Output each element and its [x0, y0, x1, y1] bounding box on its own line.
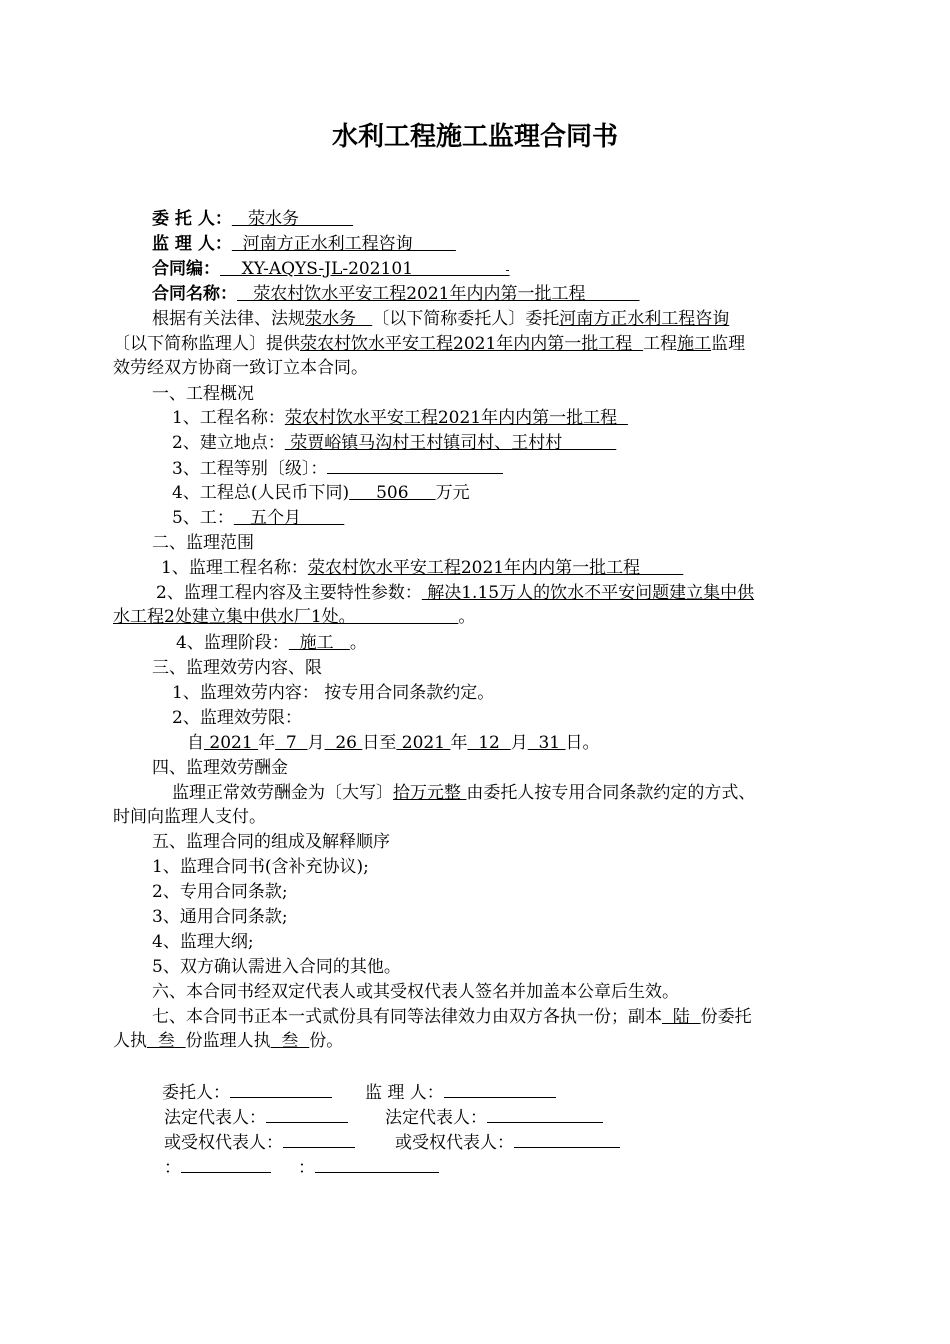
copies-text: 七、本合同书正本一式贰份具有同等法律效力由双方各执一份；副本	[152, 1007, 662, 1027]
intro-text: 〔以下简称委托人〕委托	[372, 309, 560, 329]
service-content-line: 1、监理效劳内容： 按专用合同条款约定。	[172, 683, 495, 703]
contract-no-label: 合同编：	[152, 259, 220, 279]
sign-extra-supervisor	[298, 1156, 439, 1179]
date-text: 自	[187, 733, 204, 753]
supervisor-label: 监 理 人：	[152, 234, 232, 254]
intro-line-1	[152, 308, 729, 330]
supervision-content-label: 2、监理工程内容及主要特性参数：	[156, 583, 422, 603]
sign-supervisor	[365, 1081, 556, 1104]
sign-blank	[487, 1106, 603, 1123]
sign-blank	[283, 1131, 355, 1148]
period-value: 五个月	[233, 508, 345, 528]
list-item: 3、通用合同条款;	[152, 907, 288, 927]
project-name-label: 1、工程名称：	[172, 408, 285, 428]
sign-label: 法定代表人：	[385, 1108, 487, 1128]
project-name-value: 荥农村饮水平安工程2021年内内第一批工程	[284, 408, 628, 428]
contract-name-line	[152, 283, 640, 305]
intro-line-3: 效劳经双方协商一致订立本合同。	[113, 358, 368, 378]
sign-blank	[266, 1106, 348, 1123]
intro-project: 荥农村饮水平安工程2021年内内第一批工程	[300, 334, 644, 354]
site-line	[172, 432, 616, 454]
fee-text: 监理正常效劳酬金为〔大写〕	[172, 783, 393, 803]
supervisor-line	[152, 233, 456, 255]
section-7-line-2	[113, 1030, 343, 1052]
intro-text: 工程	[643, 334, 678, 354]
date-text: 年	[450, 733, 468, 753]
section-2-heading: 二、监理范围	[152, 533, 254, 553]
copies-text: 份委托	[700, 1007, 752, 1027]
sign-label: 或受权代表人：	[164, 1133, 283, 1153]
end-day: 31	[527, 733, 566, 753]
section-4-heading: 四、监理效劳酬金	[152, 758, 288, 778]
stage-line	[176, 632, 367, 654]
client-line	[152, 208, 353, 230]
sign-label: 委托人：	[162, 1083, 230, 1103]
stage-value: 施工	[288, 633, 350, 653]
intro-text: 监理	[711, 334, 746, 354]
sign-auth-supervisor	[395, 1131, 620, 1154]
client-label: 委 托 人：	[152, 209, 232, 229]
grade-blank	[327, 457, 503, 474]
copies-text: 份。	[309, 1031, 344, 1051]
date-text: 日。	[565, 733, 600, 753]
list-item: 5、双方确认需进入合同的其他。	[152, 957, 401, 977]
client-copies-count: 叁	[147, 1031, 186, 1051]
copies-count: 陆	[662, 1007, 701, 1027]
sign-legal-supervisor	[385, 1106, 603, 1129]
sign-blank	[444, 1081, 556, 1098]
intro-client: 荥水务	[305, 309, 373, 329]
punctuation: 。	[458, 607, 476, 627]
supervisor-value: 河南方正水利工程咨询	[231, 234, 456, 254]
site-label: 2、建立地点：	[172, 433, 285, 453]
sign-extra-client	[164, 1156, 271, 1179]
fee-line-2: 时间向监理人支付。	[113, 807, 266, 827]
sign-label: ：	[298, 1158, 315, 1178]
section-6-text: 六、本合同书经双定代表人或其受权代表人签名并加盖本公章后生效。	[152, 982, 679, 1002]
intro-text: 〔以下简称监理人〕提供	[113, 334, 300, 354]
list-item: 2、专用合同条款;	[152, 882, 288, 902]
sign-blank	[230, 1081, 332, 1098]
contract-name-label: 合同名称：	[152, 284, 237, 304]
end-month: 12	[467, 733, 511, 753]
end-year: 2021	[396, 733, 451, 753]
date-text: 月	[510, 733, 528, 753]
list-item: 4、监理大纲;	[152, 932, 254, 952]
total-value: 506	[349, 483, 436, 503]
total-label: 4、工程总(人民币下同)	[172, 483, 350, 503]
period-line	[172, 507, 344, 529]
total-unit: 万元	[435, 483, 470, 503]
stage-label: 4、监理阶段：	[176, 633, 289, 653]
supervision-content-value: 水工程2处建立集中供水厂1处。	[113, 607, 459, 627]
grade-label: 3、工程等别〔级〕：	[172, 459, 328, 479]
sign-client	[162, 1081, 332, 1104]
site-value: 荥贾峪镇马沟村王村镇司村、王村村	[284, 433, 617, 453]
start-month: 7	[275, 733, 308, 753]
page-title: 水利工程施工监理合同书	[331, 122, 618, 152]
section-1-heading: 一、工程概况	[152, 384, 254, 404]
fee-amount: 拾万元整	[393, 783, 467, 803]
client-value: 荥水务	[231, 209, 354, 229]
supervision-name-line	[161, 557, 683, 579]
copies-text: 人执	[113, 1031, 147, 1051]
supervisor-copies-count: 叁	[270, 1031, 310, 1051]
intro-line-2	[113, 333, 745, 355]
project-name-line	[172, 407, 628, 429]
list-item: 1、监理合同书(含补充协议);	[152, 857, 369, 877]
copies-text: 份监理人执	[185, 1031, 271, 1051]
period-label: 5、工：	[172, 508, 234, 528]
start-year: 2021	[204, 733, 259, 753]
section-3-heading: 三、监理效劳内容、限	[152, 658, 322, 678]
fee-text: 由委托人按专用合同条款约定的方式、	[466, 783, 756, 803]
supervision-name-label: 1、监理工程名称：	[161, 558, 308, 578]
supervision-content-line-1	[156, 582, 754, 604]
intro-supervisor: 河南方正水利工程咨询	[559, 309, 730, 329]
section-7-line-1	[152, 1006, 752, 1028]
start-day: 26	[324, 733, 363, 753]
service-period-line: 2、监理效劳限：	[172, 708, 302, 728]
service-dates-line	[187, 732, 600, 754]
sign-label: ：	[164, 1158, 181, 1178]
supervision-content-value: 解决1.15万人的饮水不平安问题建立集中供	[421, 583, 755, 603]
sign-blank	[181, 1156, 271, 1173]
fee-line-1	[172, 782, 755, 804]
supervision-name-value: 荥农村饮水平安工程2021年内内第一批工程	[307, 558, 684, 578]
sign-blank	[315, 1156, 439, 1173]
intro-stage: 施工	[677, 334, 712, 354]
contract-no-tail: -	[494, 263, 510, 277]
date-text: 月	[307, 733, 325, 753]
supervision-content-line-2	[113, 606, 475, 628]
sign-auth-client	[164, 1131, 355, 1154]
contract-name-value: 荥农村饮水平安工程2021年内内第一批工程	[237, 284, 640, 304]
date-text: 日至	[362, 733, 397, 753]
punctuation: 。	[349, 633, 367, 653]
sign-label: 或受权代表人：	[395, 1133, 514, 1153]
contract-no-line	[152, 258, 510, 281]
intro-text: 根据有关法律、法规	[152, 309, 305, 329]
date-text: 年	[258, 733, 276, 753]
sign-legal-client	[164, 1106, 348, 1129]
sign-label: 法定代表人：	[164, 1108, 266, 1128]
grade-line	[172, 457, 503, 480]
section-5-heading: 五、监理合同的组成及解释顺序	[152, 832, 390, 852]
sign-label: 监 理 人：	[365, 1083, 444, 1103]
sign-blank	[514, 1131, 620, 1148]
total-line	[172, 482, 470, 504]
contract-no-value: XY-AQYS-JL-202101	[220, 259, 495, 279]
